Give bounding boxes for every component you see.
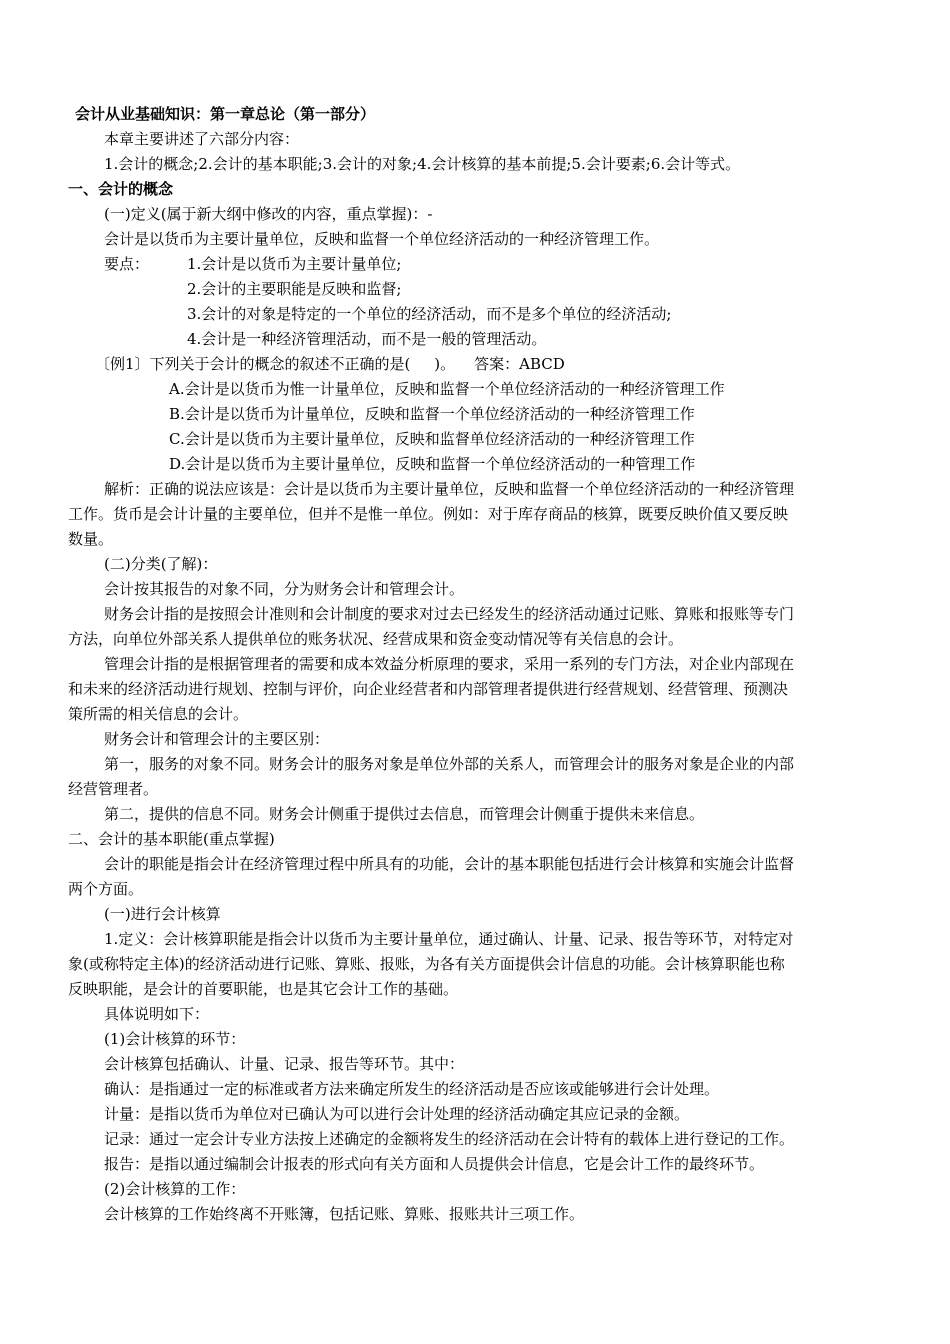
definition-text: 会计是以货币为主要计量单位，反映和监督一个单位经济活动的一种经济管理工作。 <box>104 230 660 248</box>
step-confirm: 确认：是指通过一定的标准或者方法来确定所发生的经济活动是否应该或能够进行会计处理。 <box>104 1080 720 1098</box>
analysis-line: 数量。 <box>68 530 114 548</box>
accounting-definition-line: 反映职能，是会计的首要职能，也是其它会计工作的基础。 <box>68 980 459 998</box>
example-option: A.会计是以货币为惟一计量单位，反映和监督一个单位经济活动的一种经济管理工作 <box>169 380 725 398</box>
differences-heading: 财务会计和管理会计的主要区别： <box>104 730 330 748</box>
section-1-heading: 一、会计的概念 <box>68 180 174 198</box>
management-accounting-line: 管理会计指的是根据管理者的需要和成本效益分析原理的要求，采用一系列的专门方法，对企业内部现在 <box>104 655 795 673</box>
section-2-heading: 二、会计的基本职能(重点掌握) <box>68 830 275 848</box>
key-point: 4.会计是一种经济管理活动，而不是一般的管理活动。 <box>187 330 547 348</box>
work-text: 会计核算的工作始终离不开账簿，包括记账、算账、报账共计三项工作。 <box>104 1205 585 1223</box>
key-point: 2.会计的主要职能是反映和监督; <box>187 280 402 298</box>
steps-text: 会计核算包括确认、计量、记录、报告等环节。其中： <box>104 1055 465 1073</box>
steps-heading: (1)会计核算的环节： <box>104 1030 246 1048</box>
contents-line: 1.会计的概念;2.会计的基本职能;3.会计的对象;4.会计核算的基本前提;5.会计要素;6.会计等式。 <box>104 155 741 173</box>
accounting-definition-line: 1.定义：会计核算职能是指会计以货币为主要计量单位，通过确认、计量、记录、报告等环节，对特定对 <box>104 930 794 948</box>
step-report: 报告：是指以通过编制会计报表的形式向有关方面和人员提供会计信息，它是会计工作的最终环节。 <box>104 1155 765 1173</box>
key-point: 1.会计是以货币为主要计量单位; <box>187 255 402 273</box>
functions-intro-line: 会计的职能是指会计在经济管理过程中所具有的功能，会计的基本职能包括进行会计核算和实施会计监督 <box>104 855 795 873</box>
document-title: 会计从业基础知识：第一章总论（第一部分） <box>75 105 376 123</box>
key-point: 3.会计的对象是特定的一个单位的经济活动，而不是多个单位的经济活动; <box>187 305 672 323</box>
example-option: B.会计是以货币为计量单位，反映和监督一个单位经济活动的一种经济管理工作 <box>169 405 695 423</box>
classification-heading: (二)分类(了解)： <box>104 555 218 573</box>
intro-line: 本章主要讲述了六部分内容： <box>104 130 300 148</box>
detail-intro: 具体说明如下： <box>104 1005 210 1023</box>
example-question: 〔例1〕下列关于会计的概念的叙述不正确的是( )。 答案：ABCD <box>95 355 565 373</box>
difference-line: 第二，提供的信息不同。财务会计侧重于提供过去信息，而管理会计侧重于提供未来信息。 <box>104 805 705 823</box>
example-option: C.会计是以货币为主要计量单位，反映和监督单位经济活动的一种经济管理工作 <box>169 430 695 448</box>
functions-intro-line: 两个方面。 <box>68 880 144 898</box>
definition-heading: (一)定义(属于新大纲中修改的内容，重点掌握)：- <box>104 205 433 223</box>
difference-line: 经营管理者。 <box>68 780 159 798</box>
management-accounting-line: 策所需的相关信息的会计。 <box>68 705 249 723</box>
step-measure: 计量：是指以货币为单位对已确认为可以进行会计处理的经济活动确定其应记录的金额。 <box>104 1105 690 1123</box>
management-accounting-line: 和未来的经济活动进行规划、控制与评价，向企业经营者和内部管理者提供进行经营规划、经营管理、预测决 <box>68 680 789 698</box>
subsection-heading: (一)进行会计核算 <box>104 905 221 923</box>
difference-line: 第一，服务的对象不同。财务会计的服务对象是单位外部的关系人，而管理会计的服务对象是企业的内部 <box>104 755 795 773</box>
step-record: 记录：通过一定会计专业方法按上述确定的金额将发生的经济活动在会计特有的载体上进行登记的工作。 <box>104 1130 795 1148</box>
accounting-definition-line: 象(或称特定主体)的经济活动进行记账、算账、报账，为各有关方面提供会计信息的功能。会计核算职能也称 <box>68 955 785 973</box>
work-heading: (2)会计核算的工作： <box>104 1180 246 1198</box>
key-points-label: 要点： <box>104 255 150 273</box>
example-option: D.会计是以货币为主要计量单位，反映和监督一个单位经济活动的一种管理工作 <box>169 455 696 473</box>
classification-text: 会计按其报告的对象不同，分为财务会计和管理会计。 <box>104 580 465 598</box>
analysis-line: 工作。货币是会计计量的主要单位，但并不是惟一单位。例如：对于库存商品的核算，既要反映价值又要反映 <box>68 505 789 523</box>
financial-accounting-line: 方法，向单位外部关系人提供单位的账务状况、经营成果和资金变动情况等有关信息的会计。 <box>68 630 684 648</box>
financial-accounting-line: 财务会计指的是按照会计准则和会计制度的要求对过去已经发生的经济活动通过记账、算账和报账等专门 <box>104 605 795 623</box>
analysis-line: 解析：正确的说法应该是：会计是以货币为主要计量单位，反映和监督一个单位经济活动的一种经济管理 <box>104 480 795 498</box>
